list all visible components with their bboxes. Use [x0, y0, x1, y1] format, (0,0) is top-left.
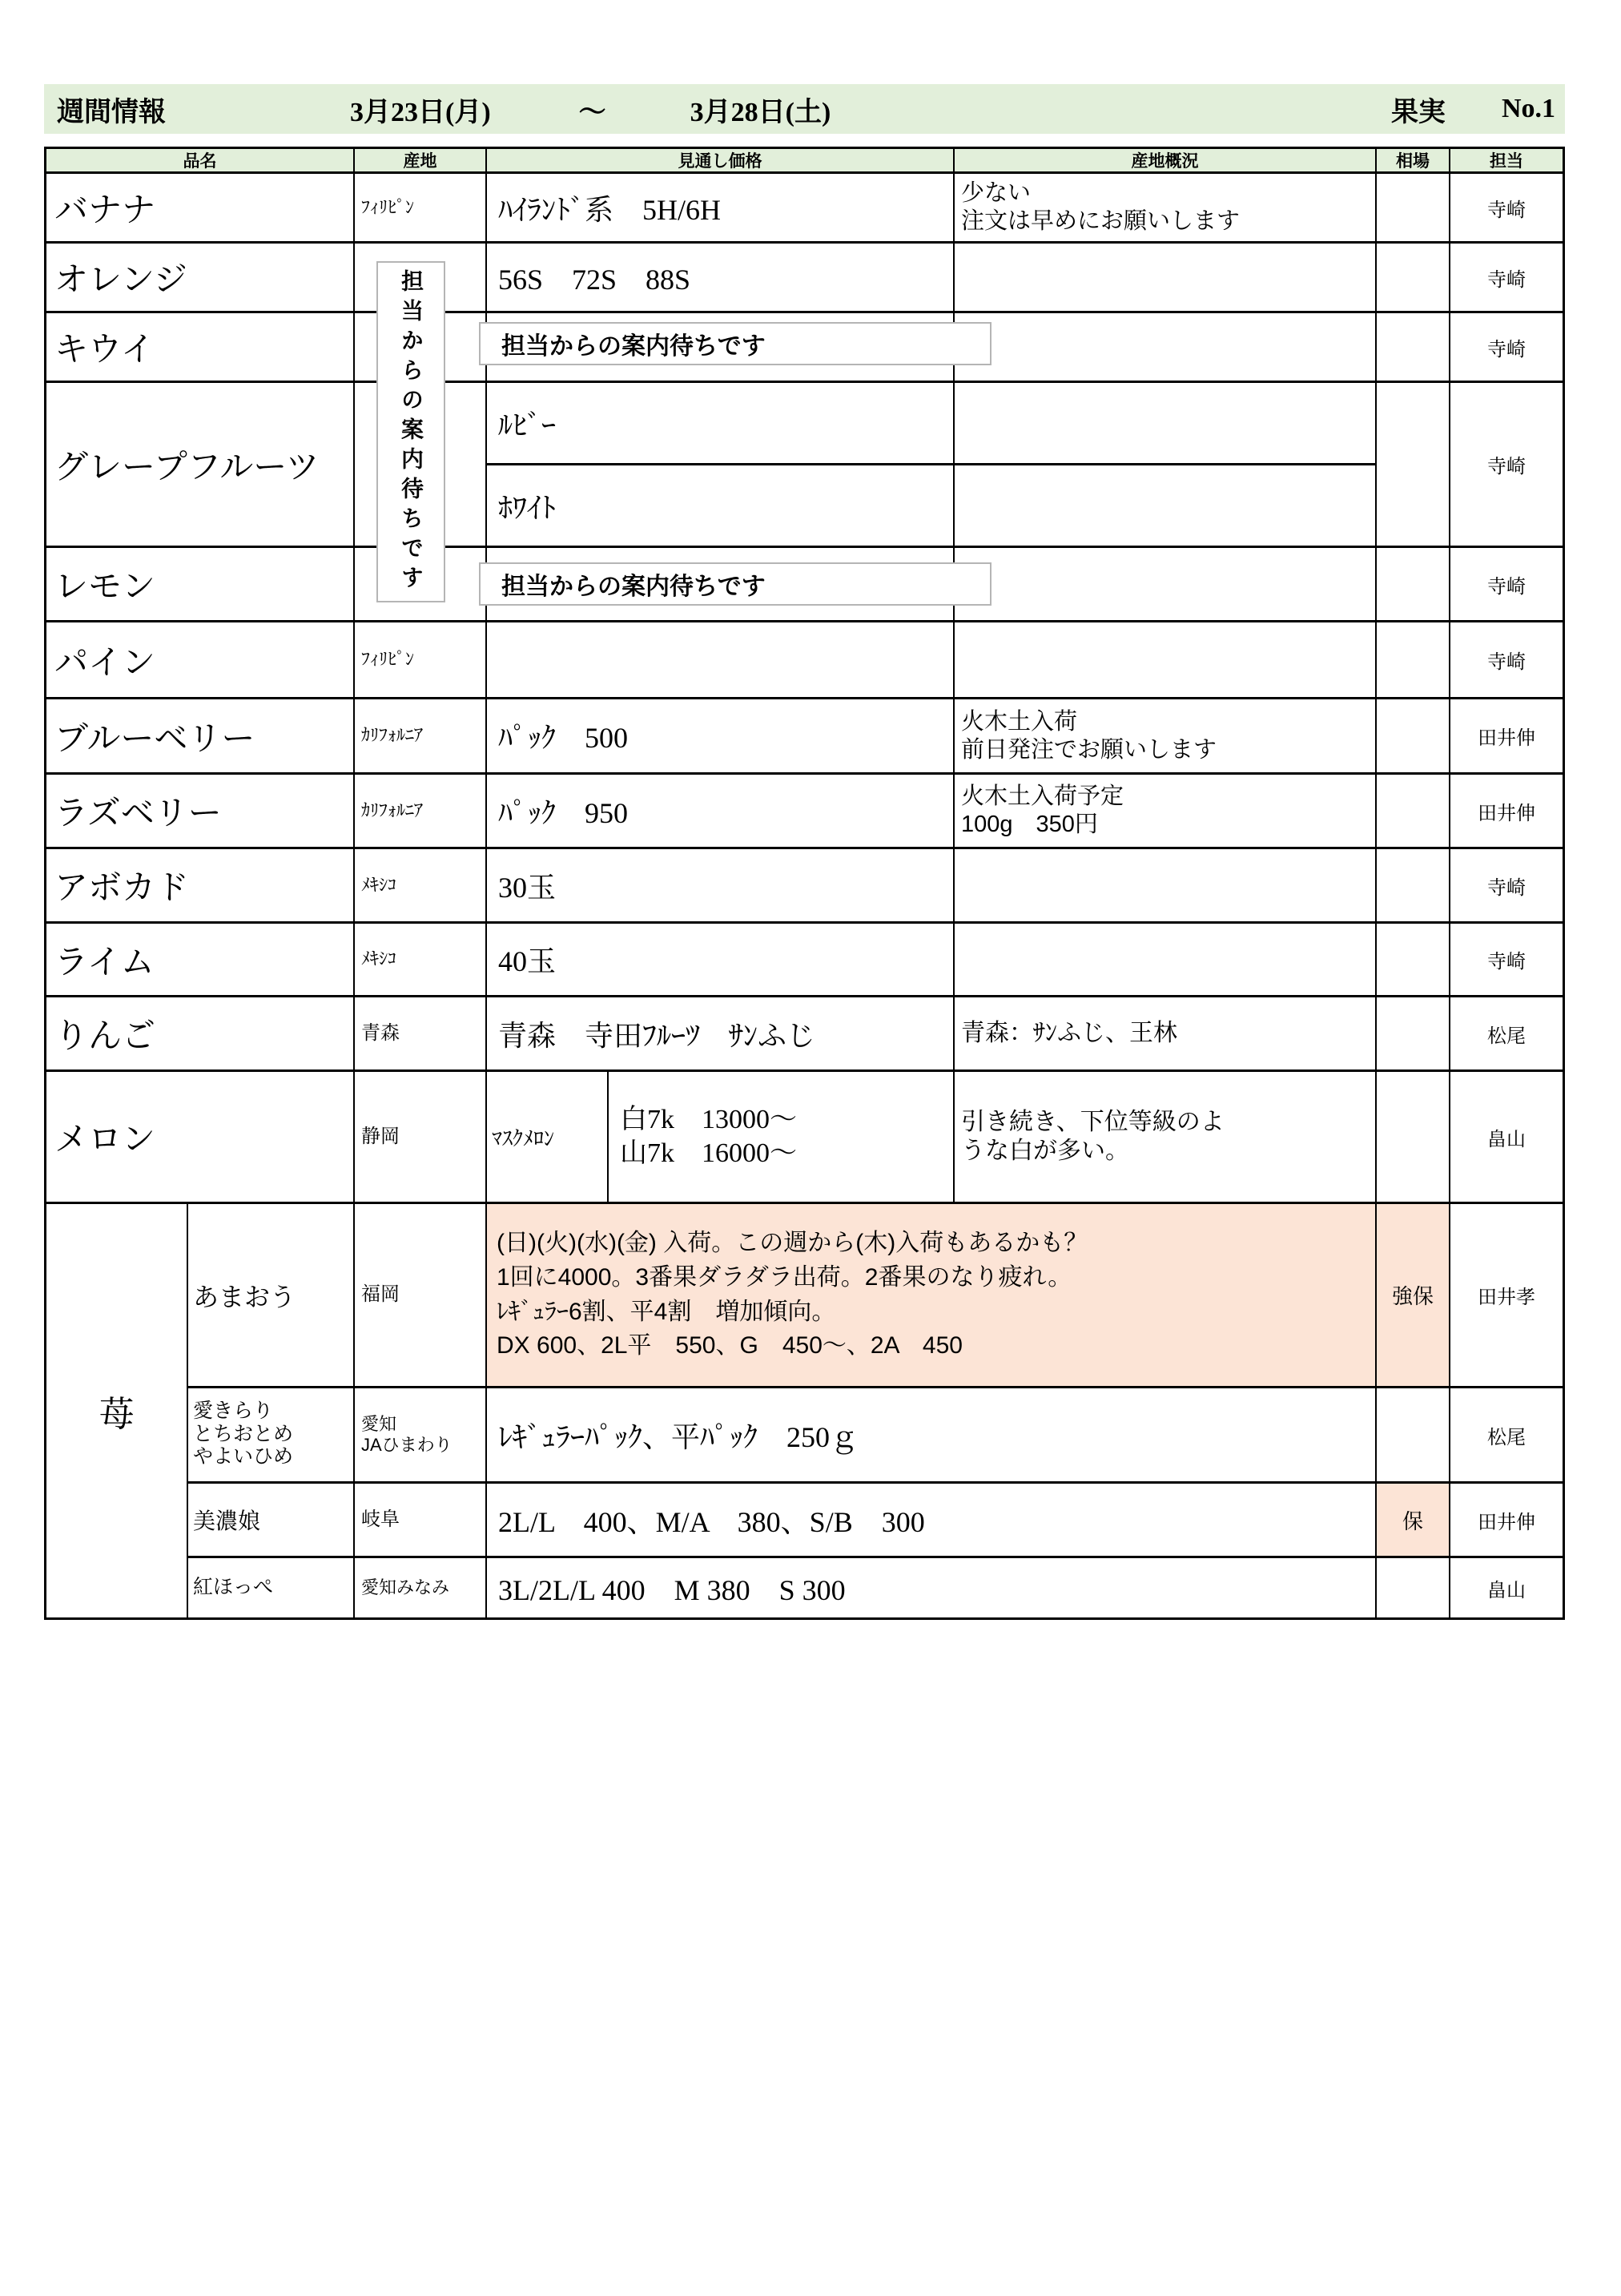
row-avocado-name: アボカド	[46, 849, 353, 921]
row-mino-name: 美濃娘	[188, 1484, 353, 1556]
row-beni-price: 3L/2L/L 400 M 380 S 300	[487, 1558, 1375, 1617]
date-tilde: 〜	[578, 97, 606, 127]
col-header-name: 品名	[46, 149, 353, 171]
row-amaou-market: 強保	[1377, 1204, 1449, 1386]
row-pineapple-name: パイン	[46, 622, 353, 697]
row-beni-origin: 愛知みなみ	[355, 1558, 485, 1617]
cell-empty	[955, 244, 1375, 311]
row-aichi-name: 愛きらり とちおとめ やよいひめ	[188, 1388, 353, 1481]
row-melon-staff: 畠山	[1450, 1072, 1563, 1202]
page-number: No.1	[1501, 94, 1555, 123]
cell-empty	[1377, 997, 1449, 1069]
cell-empty	[955, 924, 1375, 995]
date-from: 3月23日(月)	[350, 97, 491, 127]
row-apple-staff: 松尾	[1450, 997, 1563, 1069]
row-pineapple-staff: 寺崎	[1450, 622, 1563, 697]
col-header-situation: 産地概況	[955, 149, 1375, 171]
row-aichi-staff: 松尾	[1450, 1388, 1563, 1481]
row-orange-price: 56S 72S 88S	[487, 244, 953, 311]
row-blueberry-situation: 火木土入荷 前日発注でお願いします	[955, 699, 1375, 772]
row-apple-price: 青森 寺田ﾌﾙｰﾂ ｻﾝふじ	[487, 997, 953, 1069]
row-grapefruit-staff: 寺崎	[1450, 383, 1563, 546]
row-beni-name: 紅ほっぺ	[188, 1558, 353, 1617]
row-amaou-note: (日)(火)(水)(金) 入荷。この週から(木)入荷もあるかも？ 1回に4000。3番果ダラダラ出荷。2番果のなり疲れ。 ﾚｷﾞｭﾗｰ6割、平4割 増加傾向。 DX 600、2L平 550、G 450〜、2A 450	[487, 1204, 1375, 1386]
cell-empty	[955, 622, 1375, 697]
row-apple-origin: 青森	[355, 997, 485, 1069]
cell-empty	[1377, 1558, 1449, 1617]
cell-empty	[1377, 548, 1449, 620]
row-blueberry-staff: 田井伸	[1450, 699, 1563, 772]
row-melon-situation: 引き続き、下位等級のよ うな白が多い。	[955, 1072, 1375, 1202]
cell-empty	[1377, 849, 1449, 921]
row-pineapple-origin: ﾌｨﾘﾋﾟﾝ	[355, 622, 485, 697]
cell-empty	[1377, 383, 1449, 546]
row-blueberry-name: ブルーベリー	[46, 699, 353, 772]
row-kiwi-staff: 寺崎	[1450, 313, 1563, 381]
cell-empty	[1377, 622, 1449, 697]
row-amaou-staff: 田井孝	[1450, 1204, 1563, 1386]
produce-table	[44, 147, 1565, 1620]
cell-empty	[955, 465, 1375, 546]
row-melon-price: 白7k 13000〜 山7k 16000〜	[609, 1072, 953, 1202]
col-header-market: 相場	[1377, 149, 1449, 171]
row-lime-price: 40玉	[487, 924, 953, 995]
row-apple-situation: 青森：ｻﾝふじ、王林	[955, 997, 1375, 1069]
row-melon-origin: 静岡	[355, 1072, 485, 1202]
row-lime-staff: 寺崎	[1450, 924, 1563, 995]
cell-empty	[1377, 244, 1449, 311]
sheet-title: 週間情報	[57, 97, 166, 127]
row-lemon-name: レモン	[46, 548, 353, 620]
col-header-origin: 産地	[355, 149, 485, 171]
row-apple-name: りんご	[46, 997, 353, 1069]
row-raspberry-origin: ｶﾘﾌｫﾙﾆｱ	[355, 775, 485, 847]
title-bar	[44, 84, 1565, 134]
cell-empty	[1377, 1388, 1449, 1481]
row-orange-name: オレンジ	[46, 244, 353, 311]
row-banana-staff: 寺崎	[1450, 174, 1563, 241]
row-blueberry-origin: ｶﾘﾌｫﾙﾆｱ	[355, 699, 485, 772]
cell-empty	[1377, 174, 1449, 241]
cell-empty	[1377, 924, 1449, 995]
row-melon-price-label: ﾏｽｸﾒﾛﾝ	[487, 1072, 607, 1202]
col-header-staff: 担当	[1450, 149, 1563, 171]
cell-empty	[955, 313, 1375, 381]
cell-empty	[1377, 775, 1449, 847]
kiwi-wait-notice-box: 担当からの案内待ちです	[479, 322, 992, 365]
row-raspberry-name: ラズベリー	[46, 775, 353, 847]
row-amaou-name: あまおう	[188, 1204, 353, 1386]
row-melon-name: メロン	[46, 1072, 353, 1202]
category-label: 果実	[1390, 97, 1446, 127]
row-mino-price: 2L/L 400、M/A 380、S/B 300	[487, 1484, 1375, 1556]
row-aichi-price: ﾚｷﾞｭﾗｰﾊﾟｯｸ、平ﾊﾟｯｸ 250ｇ	[487, 1388, 1375, 1481]
row-lime-name: ライム	[46, 924, 353, 995]
row-blueberry-price: ﾊﾟｯｸ 500	[487, 699, 953, 772]
row-banana-name: バナナ	[46, 174, 353, 241]
row-aichi-origin: 愛知 JAひまわり	[355, 1388, 485, 1481]
row-beni-staff: 畠山	[1450, 1558, 1563, 1617]
row-banana-situation: 少ない 注文は早めにお願いします	[955, 174, 1375, 241]
row-orange-staff: 寺崎	[1450, 244, 1563, 311]
row-raspberry-staff: 田井伸	[1450, 775, 1563, 847]
col-header-price: 見通し価格	[487, 149, 953, 171]
row-banana-origin: ﾌｨﾘﾋﾟﾝ	[355, 174, 485, 241]
row-banana-price: ﾊｲﾗﾝﾄﾞ系 5H/6H	[487, 174, 953, 241]
row-mino-origin: 岐阜	[355, 1484, 485, 1556]
row-kiwi-name: キウイ	[46, 313, 353, 381]
cell-empty	[487, 622, 953, 697]
cell-empty	[1377, 313, 1449, 381]
row-lemon-staff: 寺崎	[1450, 548, 1563, 620]
cell-empty	[955, 548, 1375, 620]
date-to: 3月28日(土)	[690, 97, 831, 127]
row-avocado-origin: ﾒｷｼｺ	[355, 849, 485, 921]
cell-empty	[955, 383, 1375, 463]
row-grapefruit-price-ruby: ﾙﾋﾞｰ	[487, 383, 953, 463]
row-mino-staff: 田井伸	[1450, 1484, 1563, 1556]
lemon-wait-notice-box: 担当からの案内待ちです	[479, 562, 992, 606]
row-mino-market: 保	[1377, 1484, 1449, 1556]
row-amaou-origin: 福岡	[355, 1204, 485, 1386]
row-grapefruit-price-white: ﾎﾜｲﾄ	[487, 465, 953, 546]
cell-empty	[955, 849, 1375, 921]
row-grapefruit-name: グレープフルーツ	[46, 383, 353, 546]
row-raspberry-situation: 火木土入荷予定 100g 350円	[955, 775, 1375, 847]
cell-empty	[1377, 1072, 1449, 1202]
row-lime-origin: ﾒｷｼｺ	[355, 924, 485, 995]
row-avocado-staff: 寺崎	[1450, 849, 1563, 921]
row-raspberry-price: ﾊﾟｯｸ 950	[487, 775, 953, 847]
row-strawberry-group: 苺	[46, 1204, 187, 1617]
vertical-wait-notice-box: 担当からの案内待ちです	[376, 261, 445, 602]
row-avocado-price: 30玉	[487, 849, 953, 921]
cell-empty	[1377, 699, 1449, 772]
